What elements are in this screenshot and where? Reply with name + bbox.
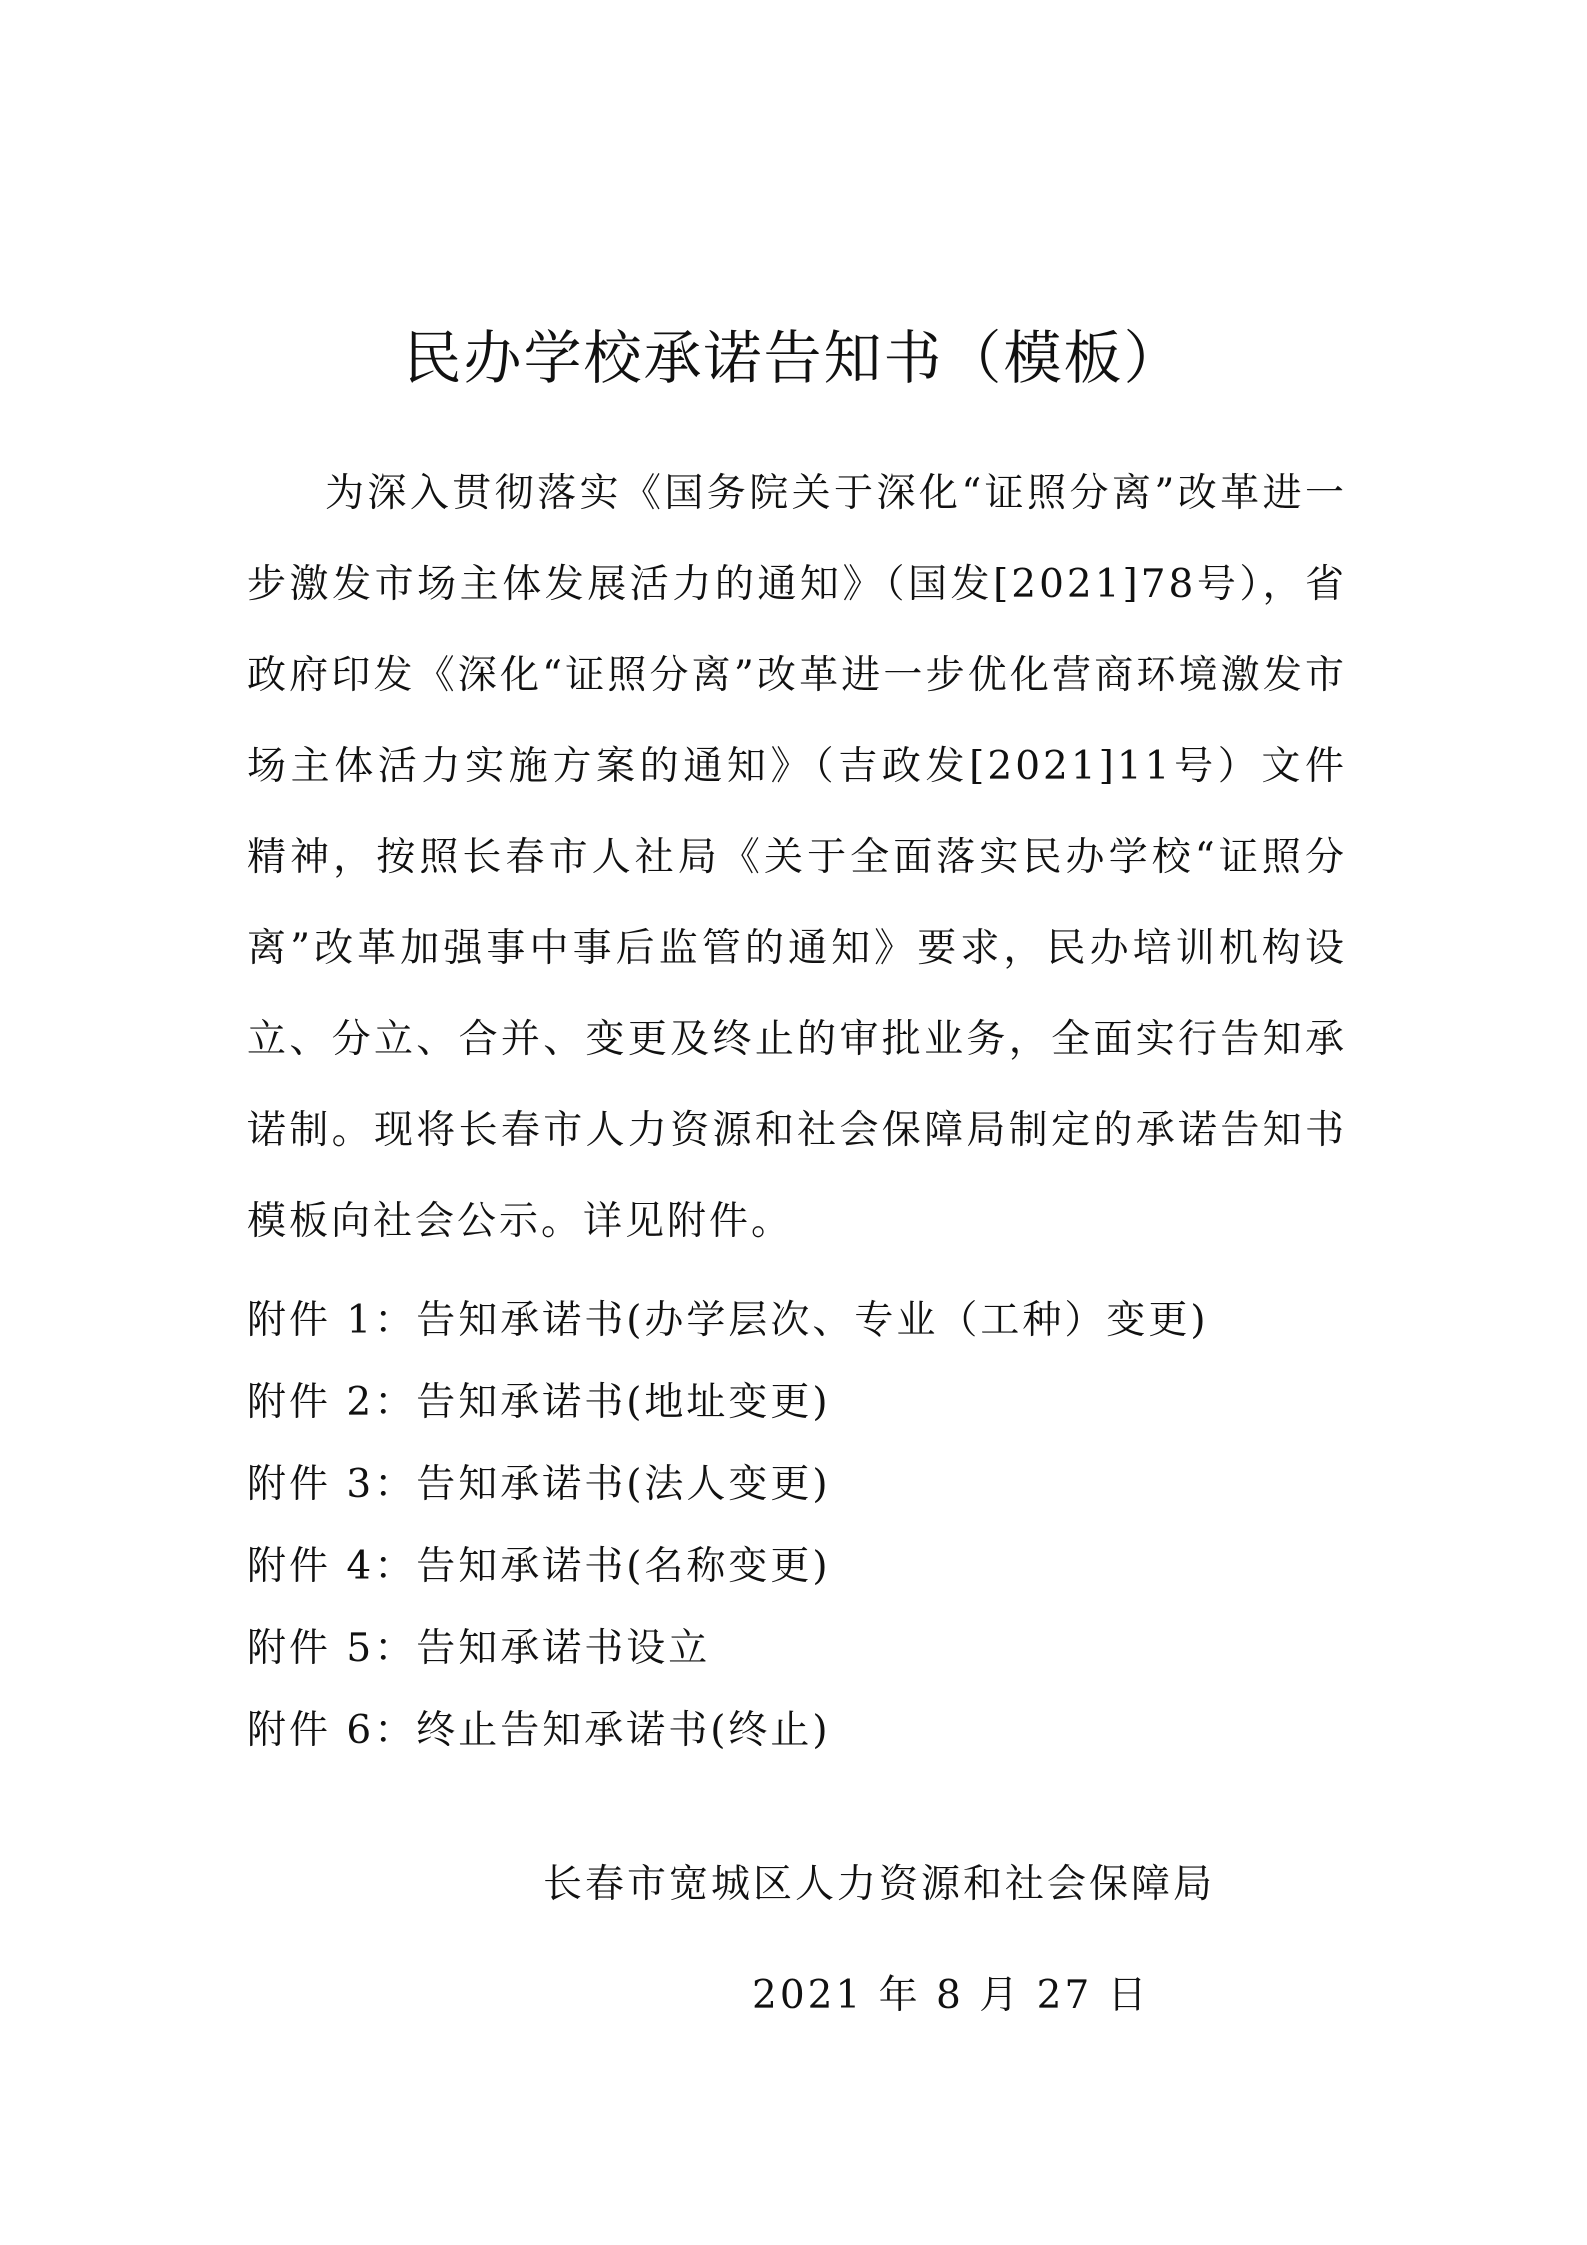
attachment-item: 附件 6：终止告知承诺书(终止) (247, 1708, 831, 1753)
attachment-item: 附件 4：告知承诺书(名称变更) (247, 1544, 831, 1589)
attachment-item: 附件 5：告知承诺书设立 (247, 1626, 711, 1671)
signature-date: 2021 年 8 月 27 日 (752, 1973, 1150, 2018)
signature-organization: 长春市宽城区人力资源和社会保障局 (543, 1862, 1216, 1907)
attachment-list (247, 1280, 1347, 1772)
document-title: 民办学校承诺告知书（模板） (403, 324, 1184, 392)
attachment-item: 附件 2：告知承诺书(地址变更) (247, 1380, 831, 1425)
attachment-item: 附件 3：告知承诺书(法人变更) (247, 1462, 831, 1507)
attachment-item: 附件 1：告知承诺书(办学层次、专业（工种）变更) (247, 1298, 1209, 1343)
body-paragraph: 为深入贯彻落实《国务院关于深化“证照分离”改革进一步激发市场主体发展活力的通知》（国发[2021]78号），省政府印发《深化“证照分离”改革进一步优化营商环境激发市场主体活力实施方案的通知》（吉政发[2021]11号）文件精神，按照长春市人社局《关于全面落实民办学校“证照分离”改革加强事中事后监管的通知》要求，民办培训机构设立、分立、合并、变更及终止的审批业务，全面实行告知承诺制。现将长春市人力资源和社会保障局制定的承诺告知书模板向社会公示。详见附件。 (247, 471, 1347, 1244)
